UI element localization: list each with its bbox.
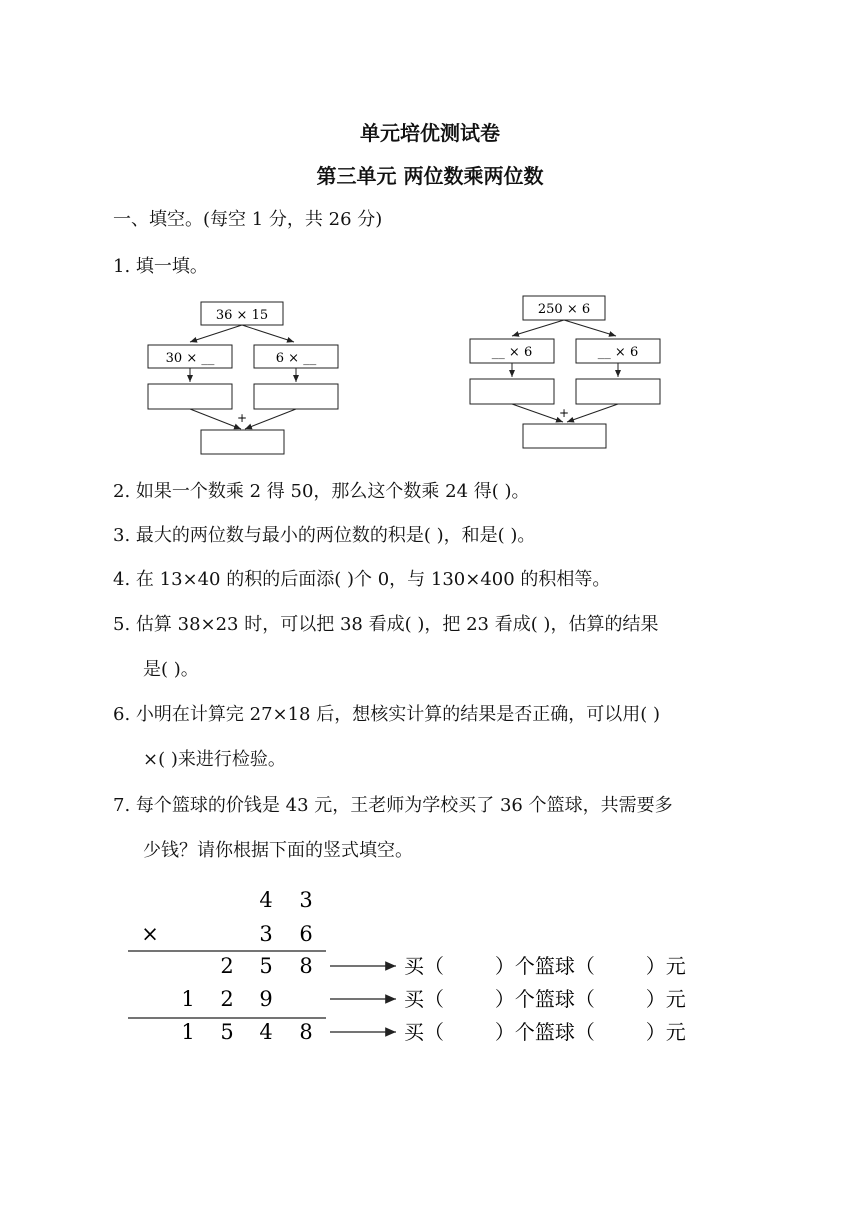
- answer-label-2: 买（ ）个篮球（ ）元: [404, 987, 686, 1011]
- diagram2-left-text: __ × 6: [491, 345, 533, 360]
- diagram2-top-text: 250 × 6: [537, 302, 591, 317]
- decomposition-diagram-1: [140, 296, 350, 458]
- diagram1-left-text: 30 × __: [165, 351, 215, 366]
- question-2: 2. 如果一个数乘 2 得 50，那么这个数乘 24 得( )。: [113, 481, 530, 502]
- decomposition-diagram-2: [462, 290, 672, 454]
- question-6-line1: 6. 小明在计算完 27×18 后，想核实计算的结果是否正确，可以用( ): [113, 704, 660, 725]
- answer-label-1: 买（ ）个篮球（ ）元: [404, 954, 686, 978]
- unit-subtitle: 第三单元 两位数乘两位数: [316, 164, 544, 188]
- question-7-line1: 7. 每个篮球的价钱是 43 元，王老师为学校买了 36 个篮球，共需要多: [113, 795, 673, 816]
- diagram2-plus: +: [558, 406, 570, 420]
- product-digit: 1: [181, 1020, 195, 1044]
- partial-product-1-digit: 5: [259, 954, 273, 978]
- partial-product-2-digit: 1: [181, 987, 195, 1011]
- question-1: 1. 填一填。: [113, 256, 208, 277]
- product-digit: 5: [220, 1020, 234, 1044]
- multiplicand-digit: 3: [299, 888, 313, 912]
- diagram2-sum-box: [523, 424, 606, 448]
- page-title: 单元培优测试卷: [360, 121, 500, 145]
- multiplier-digit: 6: [299, 922, 313, 946]
- diagram2-right-text: __ × 6: [597, 345, 639, 360]
- partial-product-2-digit: 2: [220, 987, 234, 1011]
- diagram1-left-answer-box: [148, 384, 232, 409]
- section-heading: 一、填空。(每空 1 分，共 26 分): [113, 209, 383, 230]
- partial-product-2-digit: 9: [259, 987, 273, 1011]
- multiplier-digit: 3: [259, 922, 273, 946]
- multiplicand-digit: 4: [259, 888, 273, 912]
- question-6-line2: ×( )来进行检验。: [143, 749, 286, 770]
- diagram1-right-answer-box: [254, 384, 338, 409]
- diagram2-right-answer-box: [576, 379, 660, 404]
- product-digit: 8: [299, 1020, 313, 1044]
- diagram1-sum-box: [201, 430, 284, 454]
- diagram1-top-text: 36 × 15: [215, 308, 269, 323]
- question-5-line1: 5. 估算 38×23 时，可以把 38 看成( )，把 23 看成( )，估算的结果: [113, 614, 659, 635]
- diagram1-plus: +: [236, 411, 248, 425]
- product-digit: 4: [259, 1020, 273, 1044]
- partial-product-1-digit: 2: [220, 954, 234, 978]
- multiply-operator: ×: [141, 922, 159, 946]
- question-5-line2: 是( )。: [143, 659, 199, 680]
- question-3: 3. 最大的两位数与最小的两位数的积是( )，和是( )。: [113, 525, 536, 546]
- question-4: 4. 在 13×40 的积的后面添( )个 0，与 130×400 的积相等。: [113, 569, 611, 590]
- diagram1-right-text: 6 × __: [275, 351, 317, 366]
- answer-label-3: 买（ ）个篮球（ ）元: [404, 1020, 686, 1044]
- question-7-line2: 少钱？请你根据下面的竖式填空。: [143, 840, 413, 861]
- vertical-multiplication: [120, 880, 740, 1055]
- diagram2-left-answer-box: [470, 379, 554, 404]
- partial-product-1-digit: 8: [299, 954, 313, 978]
